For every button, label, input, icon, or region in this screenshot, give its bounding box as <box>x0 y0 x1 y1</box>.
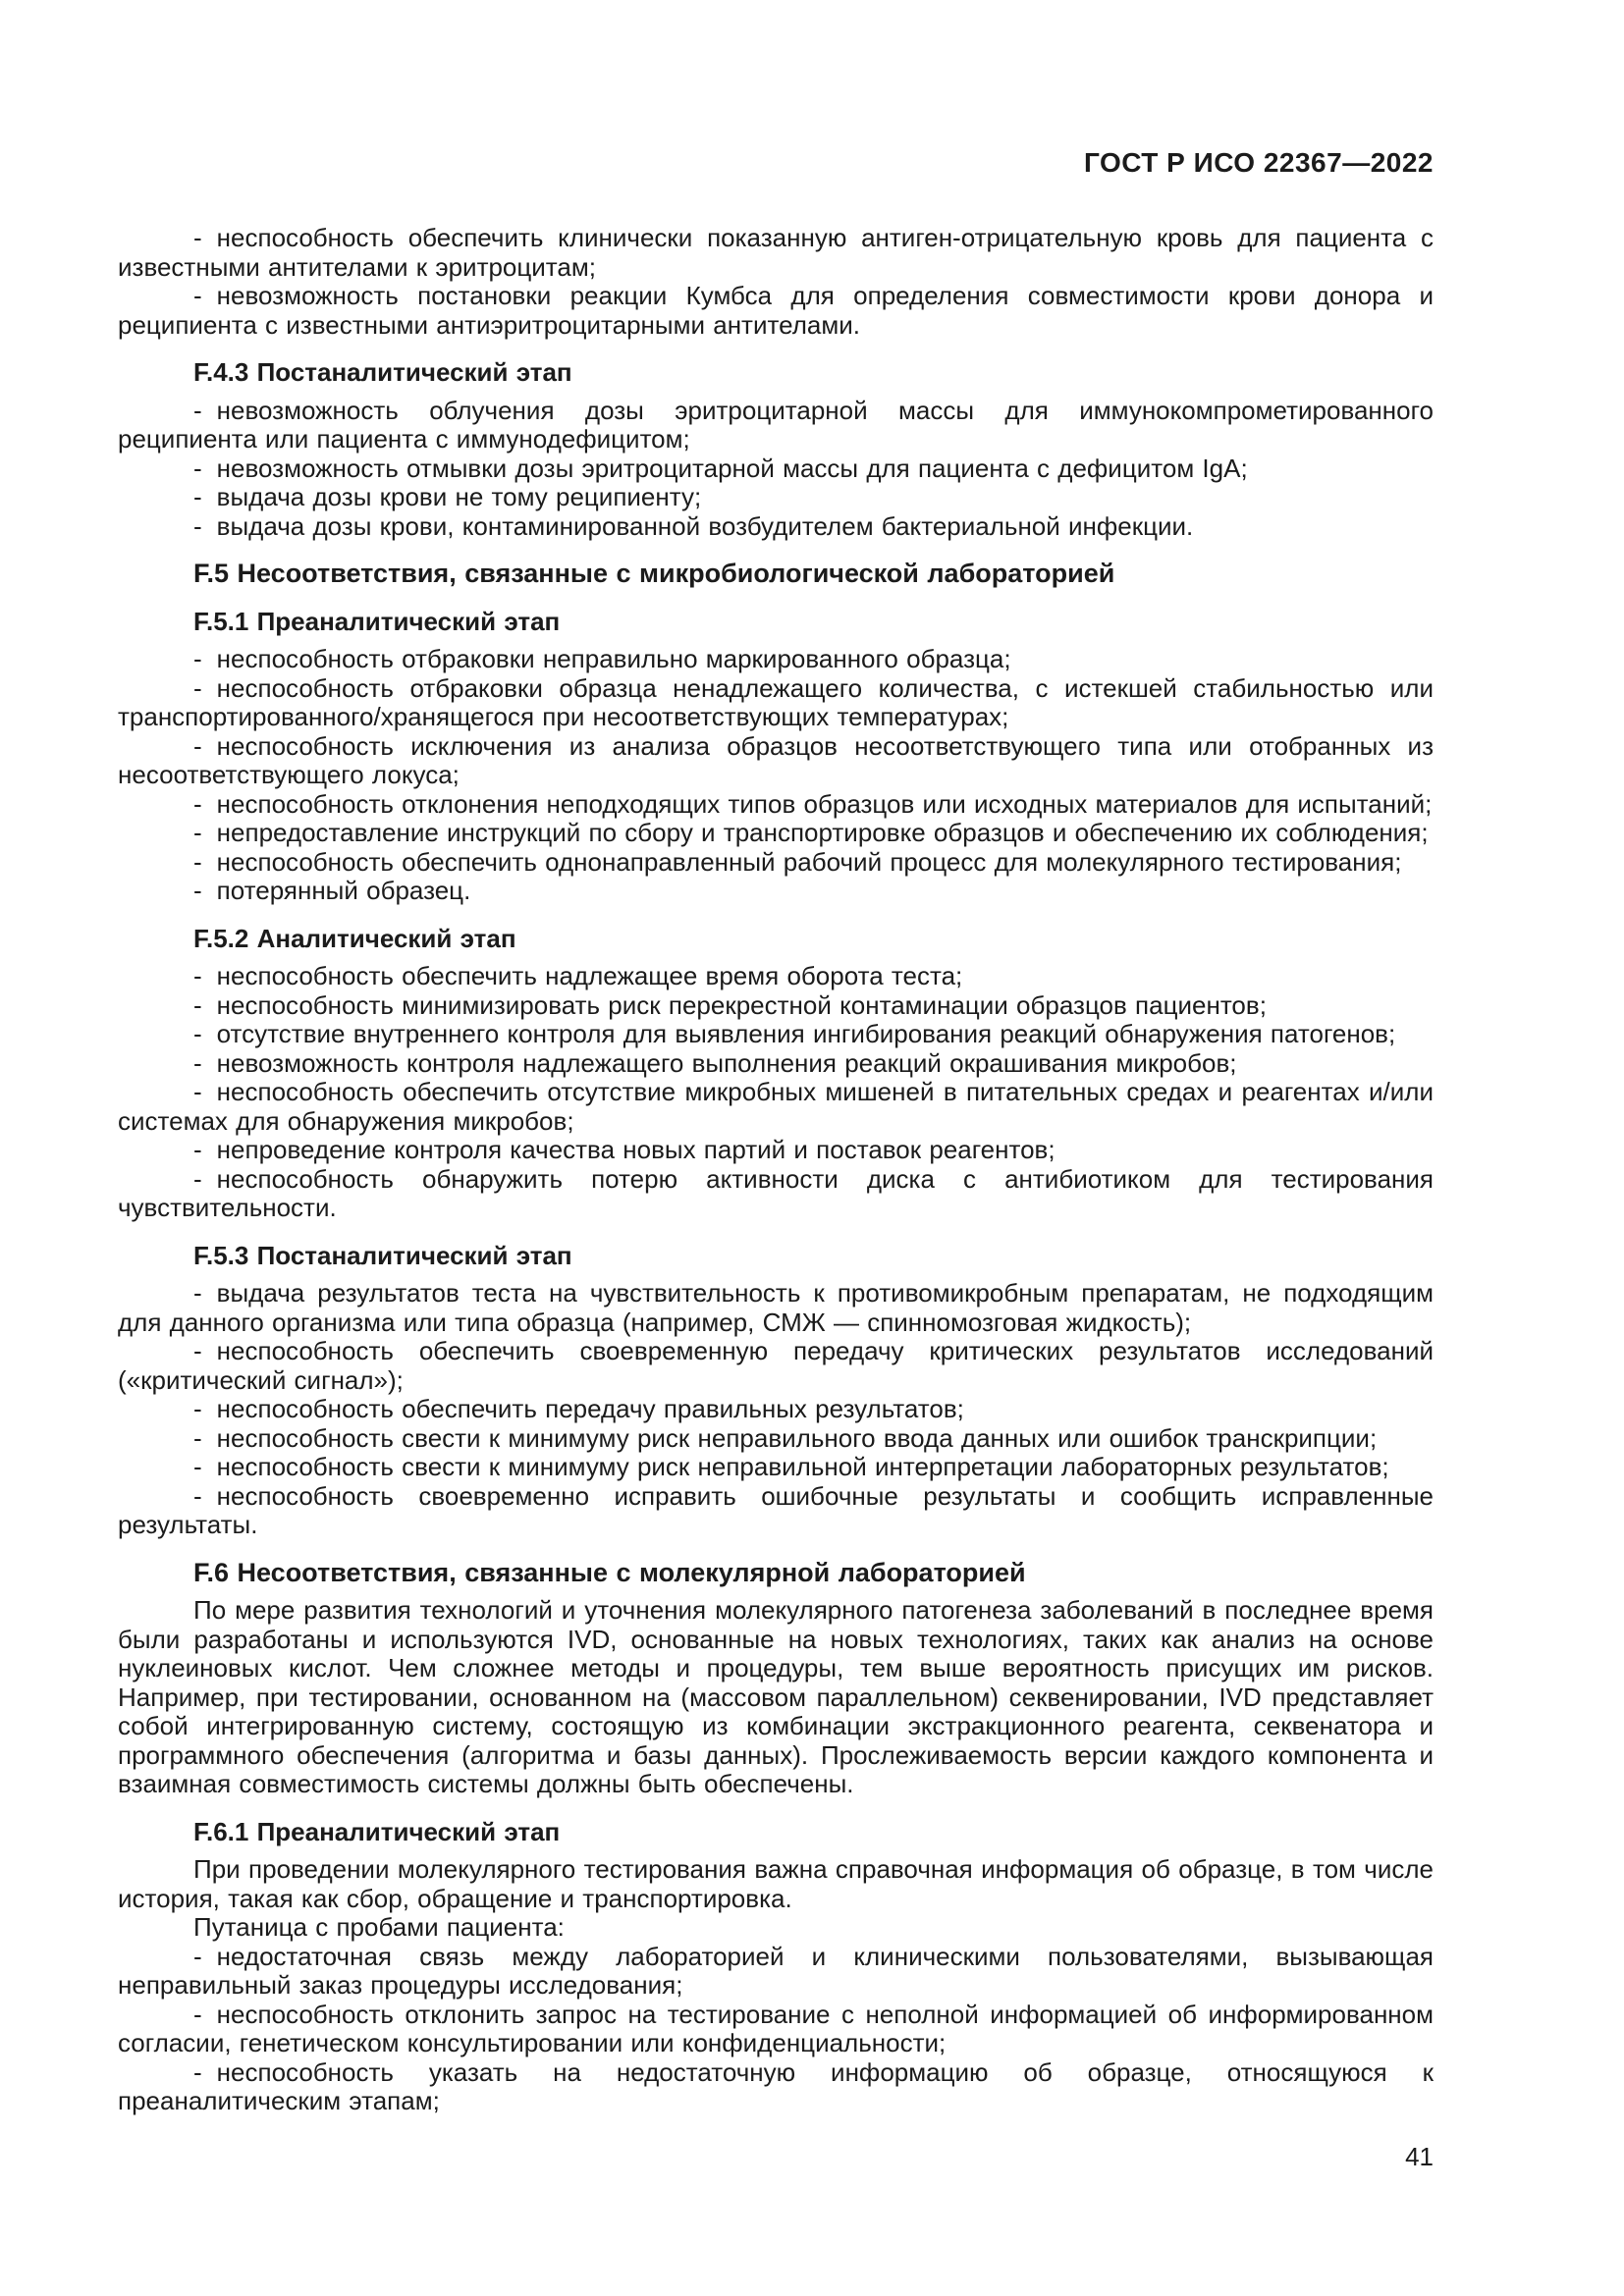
dash-bullet: - <box>193 223 202 252</box>
list-item-text: отсутствие внутреннего контроля для выявления ингибирования реакций обнаружения патогенов; <box>216 1019 1396 1048</box>
list-item <box>118 790 1434 820</box>
list-item-text: неспособность обеспечить клинически показанную антиген-отрицательную кровь для пациента с известными антителами к эритроцитам; <box>118 223 1434 282</box>
list-item <box>118 1943 1434 2001</box>
list-item <box>118 674 1434 732</box>
dash-bullet: - <box>193 395 202 425</box>
dash-bullet: - <box>193 644 202 673</box>
dash-bullet: - <box>193 1480 202 1511</box>
list-item <box>118 732 1434 790</box>
list-item <box>118 877 1434 906</box>
dash-bullet: - <box>193 1135 202 1164</box>
list-item <box>118 1337 1434 1395</box>
page-number: 41 <box>1405 2141 1434 2171</box>
section-heading: F.6.1 Преаналитический этап <box>193 1816 561 1846</box>
list-item <box>118 1136 1434 1165</box>
dash-bullet: - <box>193 453 202 483</box>
list-item <box>118 1395 1434 1424</box>
list-item-text: неспособность минимизировать риск перекрестной контаминации образцов пациентов; <box>216 989 1267 1020</box>
list-item-text: непредоставление инструкций по сбору и транспортировке образцов и обеспечению их соблюдения; <box>216 818 1429 847</box>
list-item <box>118 1165 1434 1223</box>
list-item <box>118 962 1434 991</box>
dash-bullet: - <box>193 730 202 761</box>
dash-bullet: - <box>193 1278 202 1308</box>
dash-bullet: - <box>193 876 202 905</box>
list-item <box>118 1020 1434 1049</box>
list-item <box>118 224 1434 282</box>
list-item-text: невозможность облучения дозы эритроцитарной массы для иммунокомпрометированного реципиента или пациента с иммунодефицитом; <box>118 395 1434 454</box>
list-item-text: непроведение контроля качества новых партий и поставок реагентов; <box>216 1135 1056 1164</box>
list-item <box>118 2001 1434 2058</box>
list-item-text: выдача дозы крови не тому реципиенту; <box>216 482 702 511</box>
dash-bullet: - <box>193 1163 202 1194</box>
list-item <box>118 645 1434 674</box>
dash-bullet: - <box>193 1999 202 2029</box>
dash-bullet: - <box>193 281 202 310</box>
section-heading: F.6 Несоответствия, связанные с молекулярной лабораторией <box>193 1557 1026 1587</box>
list-item-text: потерянный образец. <box>216 876 471 905</box>
dash-bullet: - <box>193 1336 202 1365</box>
dash-bullet: - <box>193 1422 202 1453</box>
list-item-text: неспособность обеспечить однонаправленный рабочий процесс для молекулярного тестирования; <box>216 846 1402 877</box>
dash-bullet: - <box>193 1394 202 1423</box>
list-item-text: неспособность указать на недостаточную информацию об образце, относящуюся к преаналитическим этапам; <box>118 2056 1434 2115</box>
list-item-text: невозможность отмывки дозы эритроцитарной массы для пациента с дефицитом IgA; <box>216 453 1248 483</box>
list-item-text: неспособность свести к минимуму риск неправильного ввода данных или ошибок транскрипции; <box>216 1422 1378 1453</box>
list-item <box>118 1279 1434 1337</box>
section-heading: F.4.3 Постаналитический этап <box>193 357 572 387</box>
document-content <box>118 147 1434 2172</box>
list-item-text: неспособность обнаружить потерю активности диска с антибиотиком для тестирования чувствительности. <box>118 1163 1434 1222</box>
list-item-text: неспособность отклонить запрос на тестирование с неполной информацией об информированном согласии, генетическом консультировании или конфиденциальности; <box>118 1999 1434 2057</box>
section-heading: F.5.3 Постаналитический этап <box>193 1240 572 1270</box>
dash-bullet: - <box>193 1047 202 1078</box>
list-item-text: выдача результатов теста на чувствительность к противомикробным препаратам, не подходящим для данного организма или типа образца (например, СМЖ — спинномозговая жидкость); <box>118 1278 1434 1337</box>
list-item-text: неспособность обеспечить надлежащее время оборота теста; <box>216 961 963 990</box>
list-item-text: неспособность отклонения неподходящих типов образцов или исходных материалов для испытаний; <box>216 788 1433 819</box>
paragraph: По мере развития технологий и уточнения молекулярного патогенеза заболеваний в последнее время были разработаны и используются IVD, основанные на новых технологиях, таких как анализ на основе нуклеиновых кислот. Чем сложнее методы и процедуры, тем выше вероятность присущих им рисков. Например, при тестировании, основанном на (массовом параллельном) секвенировании, IVD представляет собой интегрированную систему, состоящую из комбинации экстракционного реагента, секвенатора и программного обеспечения (алгоритма и базы данных). Прослеживаемость версии каждого компонента и взаимная совместимость системы должны быть обеспечены. <box>118 1595 1434 1798</box>
list-item <box>118 1453 1434 1482</box>
list-item <box>118 397 1434 454</box>
list-item <box>118 1078 1434 1136</box>
dash-bullet: - <box>193 1941 202 1971</box>
list-item-text: недостаточная связь между лабораторией и клиническими пользователями, вызывающая неправильный заказ процедуры исследования; <box>118 1941 1434 2000</box>
dash-bullet: - <box>193 510 202 541</box>
section-heading: F.5.2 Аналитический этап <box>193 923 516 953</box>
dash-bullet: - <box>193 1019 202 1048</box>
dash-bullet: - <box>193 989 202 1020</box>
list-item-text: неспособность отбраковки образца ненадлежащего количества, с истекшей стабильностью или транспортированного/хранящегося при несоответствующих температурах; <box>118 672 1434 731</box>
list-item <box>118 819 1434 848</box>
dash-bullet: - <box>193 482 202 511</box>
section-heading: F.5 Несоответствия, связанные с микробиологической лабораторией <box>193 559 1115 588</box>
list-item <box>118 282 1434 340</box>
dash-bullet: - <box>193 1077 202 1106</box>
dash-bullet: - <box>193 846 202 877</box>
paragraph: Путаница с пробами пациента: <box>193 1912 565 1942</box>
list-item <box>118 454 1434 484</box>
list-item <box>118 1049 1434 1079</box>
document-body <box>118 224 1434 2116</box>
dash-bullet: - <box>193 818 202 847</box>
list-item <box>118 512 1434 542</box>
list-item <box>118 1482 1434 1540</box>
list-item <box>118 483 1434 512</box>
dash-bullet: - <box>193 788 202 819</box>
document-header: ГОСТ Р ИСО 22367—2022 <box>1083 147 1434 178</box>
list-item-text: выдача дозы крови, контаминированной возбудителем бактериальной инфекции. <box>216 510 1194 541</box>
list-item-text: неспособность свести к минимуму риск неправильной интерпретации лабораторных результатов; <box>216 1452 1389 1481</box>
list-item <box>118 2058 1434 2116</box>
dash-bullet: - <box>193 2056 202 2087</box>
dash-bullet: - <box>193 672 202 703</box>
list-item-text: невозможность постановки реакции Кумбса для определения совместимости крови донора и реципиента с известными антиэритроцитарными антителами. <box>118 281 1434 340</box>
section-heading: F.5.1 Преаналитический этап <box>193 606 561 636</box>
list-item <box>118 848 1434 878</box>
list-item-text: неспособность отбраковки неправильно маркированного образца; <box>216 644 1011 673</box>
dash-bullet: - <box>193 1452 202 1481</box>
dash-bullet: - <box>193 961 202 990</box>
list-item <box>118 991 1434 1021</box>
list-item-text: неспособность исключения из анализа образцов несоответствующего типа или отобранных из несоответствующего локуса; <box>118 730 1434 789</box>
list-item <box>118 1424 1434 1454</box>
list-item-text: неспособность обеспечить отсутствие микробных мишеней в питательных средах и реагентах и/или системах для обнаружения микробов; <box>118 1077 1434 1136</box>
list-item-text: неспособность обеспечить своевременную передачу критических результатов исследований («критический сигнал»); <box>118 1336 1434 1395</box>
list-item-text: неспособность своевременно исправить ошибочные результаты и сообщить исправленные результаты. <box>118 1480 1434 1539</box>
list-item-text: невозможность контроля надлежащего выполнения реакций окрашивания микробов; <box>216 1047 1237 1078</box>
paragraph: При проведении молекулярного тестирования важна справочная информация об образце, в том числе история, такая как сбор, обращение и транспортировка. <box>118 1854 1434 1913</box>
list-item-text: неспособность обеспечить передачу правильных результатов; <box>216 1394 964 1423</box>
